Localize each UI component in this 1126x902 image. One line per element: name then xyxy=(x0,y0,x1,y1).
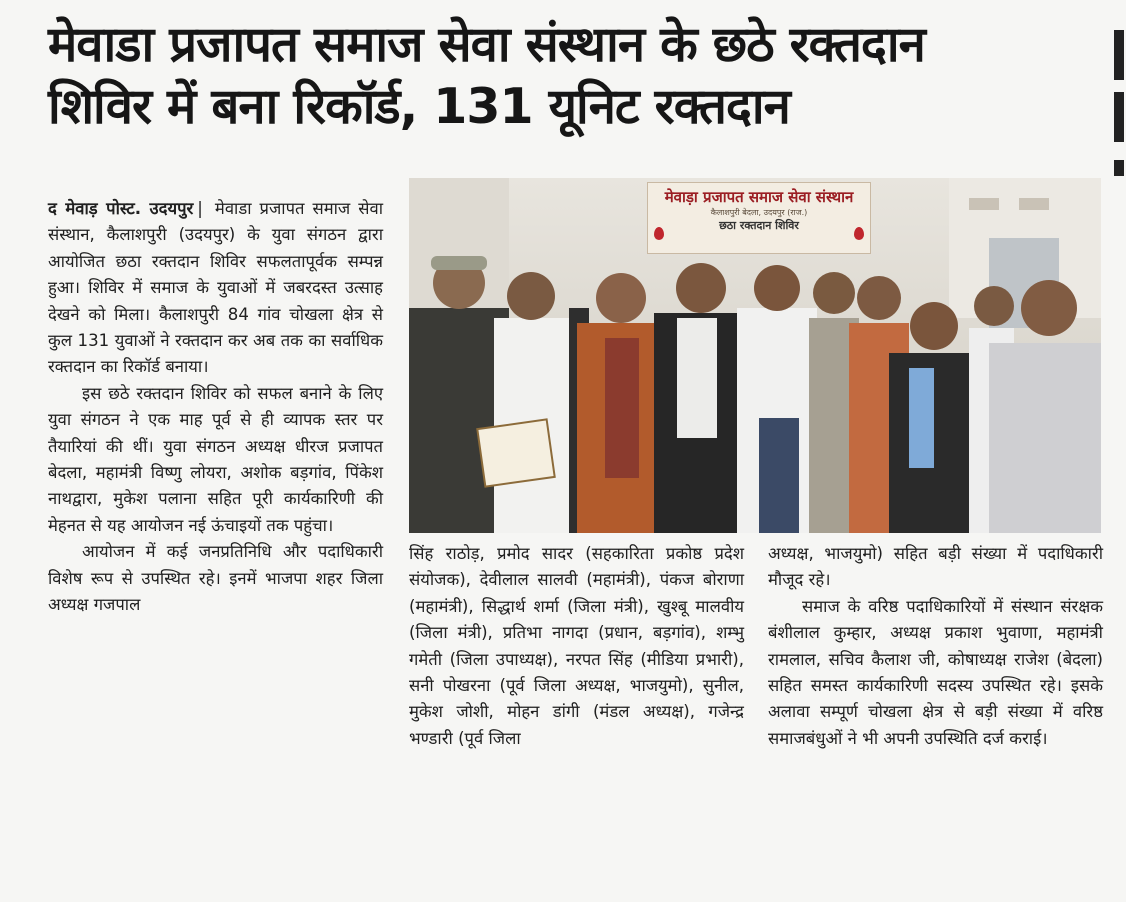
event-photo xyxy=(409,178,1101,533)
headline-line-2: शिविर में बना रिकॉर्ड, 131 यूनिट रक्तदान xyxy=(48,78,790,135)
banner-subtitle: कैलाशपुरी बेदला, उदयपुर (राज.) xyxy=(710,208,808,217)
adjacent-article-edge xyxy=(1110,0,1126,902)
article-paragraph xyxy=(48,196,383,381)
article-paragraph: सिंह राठोड़, प्रमोद सादर (सहकारिता प्रकोष्ठ प्रदेश संयोजक), देवीलाल सालवी (महामंत्री), पंकज बोराणा (महामंत्री), सिद्धार्थ शर्मा (जिला मंत्री), खुश्बू मालवीय (जिला मंत्री), प्रतिभा नागदा (प्रधान, बड़गांव), शम्भु गमेती (जिला उपाध्यक्ष), नरपत सिंह (मीडिया प्रभारी), सनी पोखरना (पूर्व जिला अध्यक्ष, भाजयुमो), सुनील, मुकेश जोशी, मोहन डांगी (मंडल अध्यक्ष), गजेन्द्र भण्डारी (पूर्व जिला xyxy=(409,544,744,748)
article-column-3 xyxy=(768,541,1103,752)
event-banner xyxy=(647,182,871,254)
article-paragraph: आयोजन में कई जनप्रतिनिधि और पदाधिकारी विशेष रूप से उपस्थित रहे। इनमें भाजपा शहर जिला अध्यक्ष गजपाल xyxy=(48,542,383,615)
banner-title: मेवाड़ा प्रजापत समाज सेवा संस्थान xyxy=(664,188,854,206)
dateline-separator: | xyxy=(197,199,203,218)
banner-event-name: छठा रक्तदान शिविर xyxy=(719,219,799,232)
paragraph-text: मेवाडा प्रजापत समाज सेवा संस्थान, कैलाशपुरी (उदयपुर) के युवा संगठन द्वारा आयोजित छठा रक्तदान शिविर सफलतापूर्वक सम्पन्न हुआ। शिविर में समाज के युवाओं में जबरदस्त उत्साह देखने को मिला। कैलाशपुरी 84 गांव चोखला क्षेत्र से कुल 131 युवाओं ने रक्तदान कर अब तक का सर्वाधिक रक्तदान का रिकॉर्ड बनाया। xyxy=(48,199,384,377)
blood-drop-icon xyxy=(854,227,864,240)
article-paragraph: इस छठे रक्तदान शिविर को सफल बनाने के लिए युवा संगठन ने एक माह पूर्व से ही व्यापक स्तर पर तैयारियां की थीं। युवा संगठन अध्यक्ष धीरज प्रजापत बेदला, महामंत्री विष्णु लोयरा, अशोक बड़गांव, पिंकेश नाथद्वारा, मुकेश पलाना सहित पूरी कार्यकारिणी की मेहनत से यह आयोजन नई ऊंचाइयों तक पहुंचा। xyxy=(48,383,383,535)
headline-line-1: मेवाडा प्रजापत समाज सेवा संस्थान के छठे रक्तदान xyxy=(48,16,925,73)
article-column-2 xyxy=(409,541,744,752)
headline xyxy=(48,14,1098,138)
blood-drop-icon xyxy=(654,227,664,240)
article-paragraph: समाज के वरिष्ठ पदाधिकारियों में संस्थान संरक्षक बंशीलाल कुम्हार, अध्यक्ष प्रकाश भुवाणा, महामंत्री रामलाल, सचिव कैलाश जी, कोषाध्यक्ष राजेश (बेदला) सहित समस्त कार्यकारिणी सदस्य उपस्थित रहे। इसके अलावा सम्पूर्ण चोखला क्षेत्र से बड़ी संख्या में वरिष्ठ समाजबंधुओं ने भी अपनी उपस्थिति दर्ज कराई। xyxy=(768,596,1103,748)
dateline: द मेवाड़ पोस्ट. उदयपुर xyxy=(48,199,194,218)
article-column-1 xyxy=(48,196,383,619)
article-paragraph: अध्यक्ष, भाजयुमो) सहित बड़ी संख्या में पदाधिकारी मौजूद रहे। xyxy=(768,544,1103,590)
